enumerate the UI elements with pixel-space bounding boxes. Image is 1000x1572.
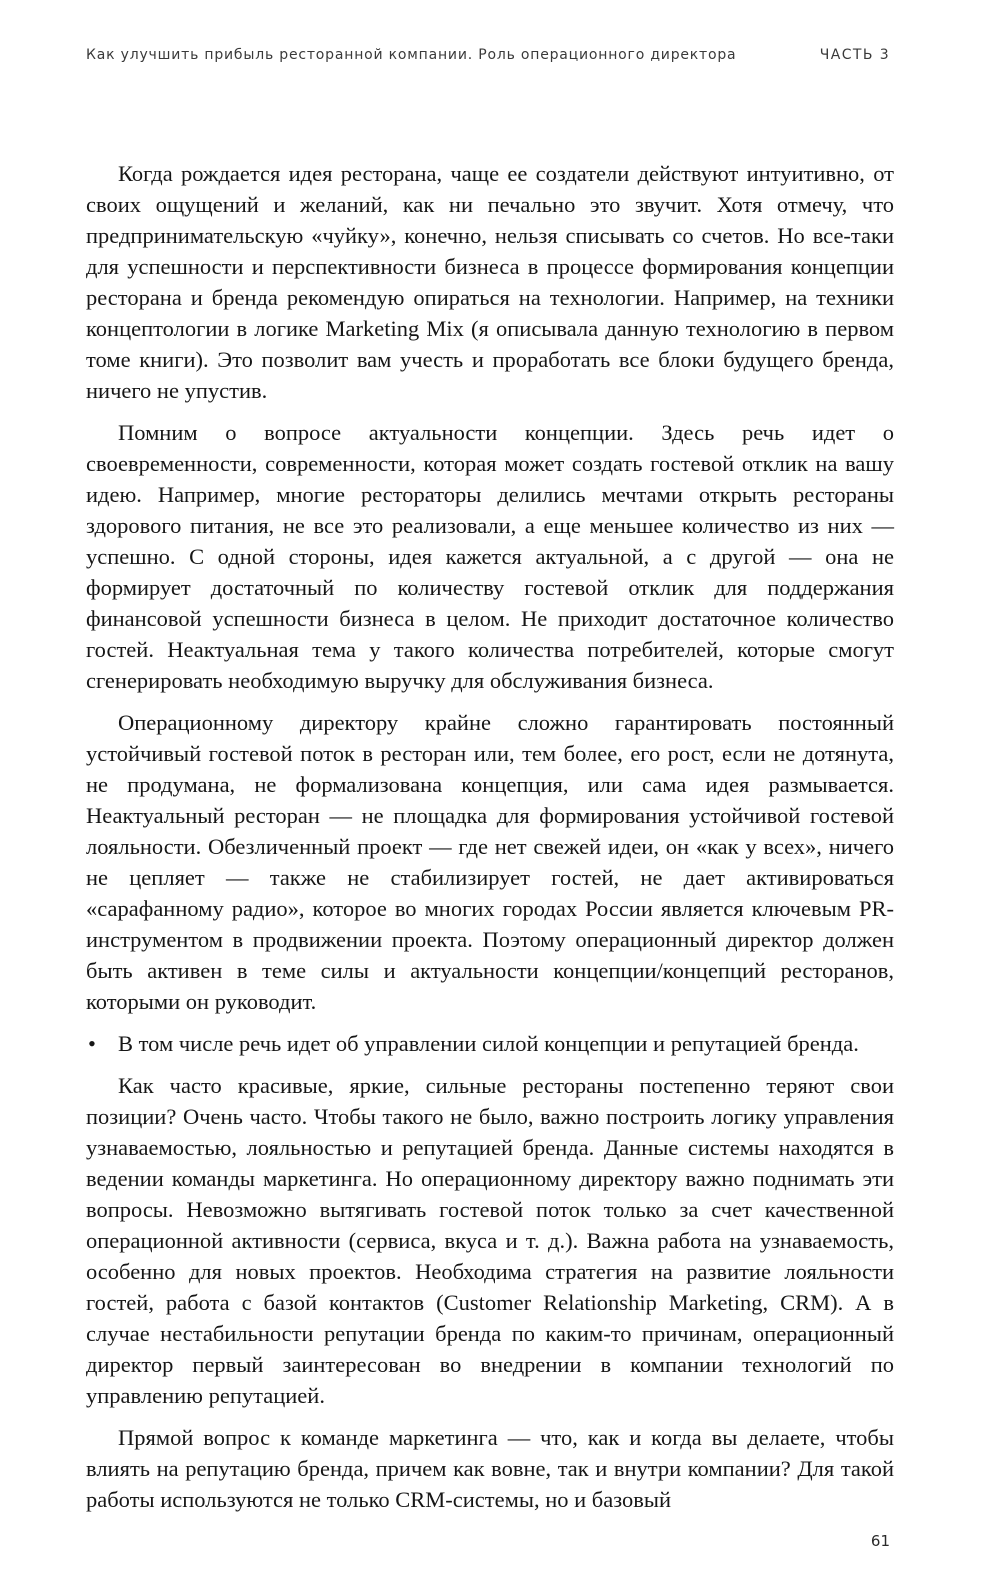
paragraph-3: Операционному директору крайне сложно гарантировать постоянный устойчивый гостевой поток в ресторан или, тем более, его рост, если не дотянута, не продумана, не формализована концепция, или сама идея размывается. Неактуальный ресторан — не площадка для формирования устойчивой гостевой лояльности. Обезличенный проект — где нет свежей идеи, он «как у всех», ничего не цепляет — также не стабилизирует гостей, не дает активироваться «сарафанному радио», которое во многих городах России является ключевым PR-инструментом в продвижении проекта. Поэтому операционный директор должен быть активен в теме силы и актуальности концепции/концепций ресторанов, которыми он руководит. — [86, 710, 894, 1014]
part-label: ЧАСТЬ 3 — [819, 47, 890, 63]
bullet-marker: • — [88, 1031, 96, 1056]
bullet-text: В том числе речь идет об управлении силой концепции и репутацией бренда. — [118, 1031, 859, 1056]
page-number: 61 — [870, 1532, 890, 1550]
paragraph-5: Прямой вопрос к команде маркетинга — что, как и когда вы делаете, чтобы влиять на репутацию бренда, причем как вовне, так и внутри компании? Для такой работы используются не только CRM-системы, но и базовый — [86, 1425, 894, 1512]
running-title: Как улучшить прибыль ресторанной компании. Роль операционного директора — [86, 47, 737, 63]
paragraph-4: Как часто красивые, яркие, сильные рестораны постепенно теряют свои позиции? Очень часто. Чтобы такого не было, важно построить логику управления узнаваемостью, лояльностью и репутацией бренда. Данные системы находятся в ведении команды маркетинга. Но операционному директору важно поднимать эти вопросы. Невозможно вытягивать гостевой поток только за счет качественной операционной активности (сервиса, вкуса и т. д.). Важна работа на узнаваемость, особенно для новых проектов. Необходима стратегия на развитие лояльности гостей, работа с базой контактов (Customer Relationship Marketing, CRM). А в случае нестабильности репутации бренда по каким-то причинам, операционный директор первый заинтересован во внедрении в компании технологий по управлению репутацией. — [86, 1073, 894, 1408]
paragraph-1: Когда рождается идея ресторана, чаще ее создатели действуют интуитивно, от своих ощущений и желаний, как ни печально это звучит. Хотя отмечу, что предпринимательскую «чуйку», конечно, нельзя списывать со счетов. Но все-таки для успешности и перспективности бизнеса в процессе формирования концепции ресторана и бренда рекомендую опираться на технологии. Например, на техники концептологии в логике Marketing Mix (я описывала данную технологию в первом томе книги). Это позволит вам учесть и проработать все блоки будущего бренда, ничего не упустив. — [86, 161, 894, 403]
bullet-item — [86, 1028, 894, 1059]
running-header — [86, 47, 890, 71]
body-text — [86, 158, 894, 1526]
paragraph-2: Помним о вопросе актуальности концепции. Здесь речь идет о своевременности, современности, которая может создать гостевой отклик на вашу идею. Например, многие рестораторы делились мечтами открыть рестораны здорового питания, не все это реализовали, а еще меньшее количество из них — успешно. С одной стороны, идея кажется актуальной, а с другой — она не формирует достаточный по количеству гостевой отклик для поддержания финансовой успешности бизнеса в целом. Не приходит достаточное количество гостей. Неактуальная тема у такого количества потребителей, которые смогут сгенерировать необходимую выручку для обслуживания бизнеса. — [86, 420, 894, 693]
